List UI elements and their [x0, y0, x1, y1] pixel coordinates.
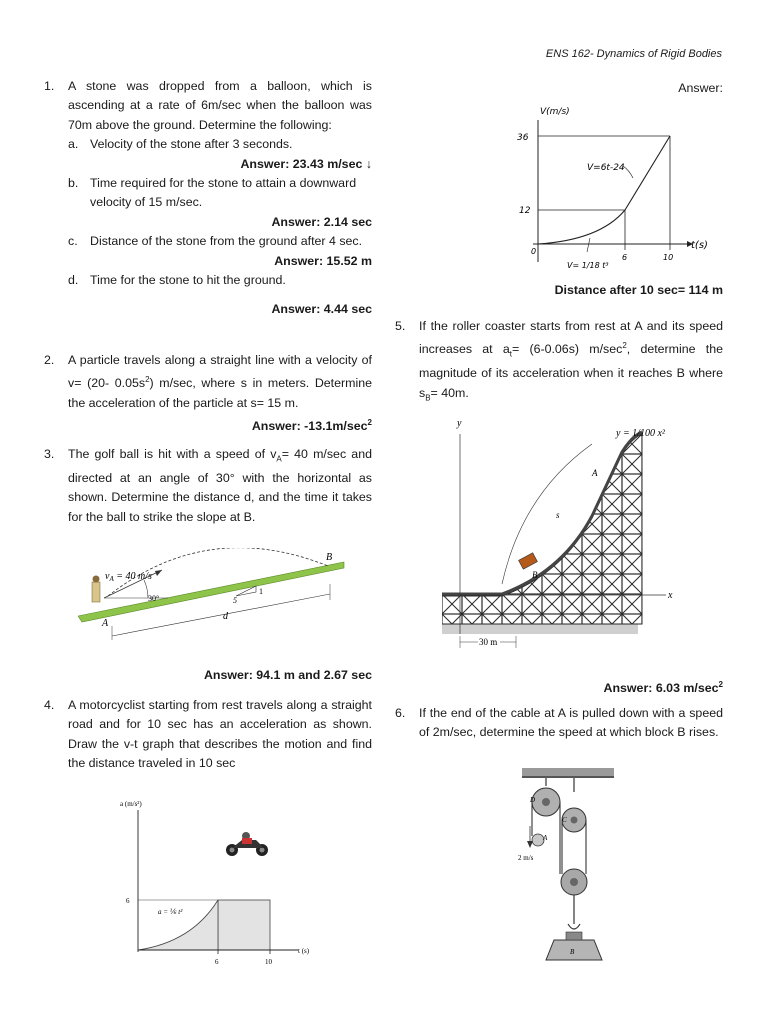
- problem-text: If the end of the cable at A is pulled down with a speed of 2m/sec, determine the speed at which block B rises.: [419, 706, 723, 740]
- problem-text: The golf ball is hit with a speed of $v_A= 40$ m/sec and directed at an angle of 30° with the horizontal as shown. Determine the distance d, and the time it takes for the ball to strike the slope at B.: [68, 447, 372, 524]
- answer: Answer: $-13.1m/\sec^2$: [251, 418, 372, 434]
- vt-y-axis-label: V(m/s): [540, 107, 570, 117]
- answer: Answer: 15.52 m: [274, 253, 372, 268]
- answer: Answer: 2.14 sec: [271, 214, 372, 229]
- coaster-point-a: A: [592, 468, 598, 478]
- sub-text: Time required for the stone to attain a downward velocity of 15 m/sec.: [90, 176, 357, 210]
- va-label: $v_A = 40$ m/s: [105, 571, 152, 583]
- sub-letter: c.: [68, 234, 78, 249]
- x-axis-label: t (s): [298, 947, 310, 955]
- problem-1: [44, 77, 372, 320]
- problem-number: 2.: [44, 353, 55, 367]
- problem-number: 4.: [44, 698, 55, 712]
- x-tick-10: 10: [265, 958, 272, 966]
- vt-x-tick-10: 10: [663, 253, 674, 262]
- pulley-d-label: D: [530, 796, 536, 804]
- x-tick-6: 6: [215, 958, 219, 966]
- block-b-label: B: [570, 948, 575, 956]
- angle-label: 30°: [148, 594, 160, 603]
- vt-answer-label: Answer:: [678, 81, 723, 95]
- pulley-system-figure: [508, 764, 628, 970]
- problem-4: [44, 696, 372, 774]
- sub-text: Velocity of the stone after 3 seconds.: [90, 137, 293, 152]
- motorcycle-icon: [222, 830, 272, 858]
- sub-text: Distance of the stone from the ground after 4 sec.: [90, 234, 363, 249]
- coaster-x-axis: x: [668, 590, 673, 601]
- vt-distance-answer: Distance after 10 sec= 114 m: [554, 283, 723, 297]
- problem-number: 1.: [44, 79, 55, 93]
- problem-number: 6.: [395, 706, 406, 720]
- problem-text: A stone was dropped from a balloon, which is ascending at a rate of 6m/sec when the balloon was 70m above the ground. Determine the following:: [68, 79, 372, 132]
- p5-answer: Answer: 6.03 $m/\sec^2$: [603, 680, 723, 696]
- point-a-label: A: [102, 618, 109, 629]
- distance-label: d: [223, 611, 228, 622]
- vt-x-tick-6: 6: [622, 253, 628, 262]
- golf-slope-figure: [78, 548, 346, 648]
- acceleration-equation: a = ⅙ t²: [158, 908, 183, 916]
- answer: Answer: 4.44 sec: [271, 302, 372, 317]
- sub-letter: d.: [68, 273, 79, 288]
- vt-y-tick-36: 36: [517, 133, 529, 143]
- problem-number: 3.: [44, 447, 55, 461]
- coaster-y-axis: y: [457, 418, 462, 429]
- problem-5: [395, 317, 723, 408]
- vt-y-tick-12: 12: [519, 206, 531, 216]
- problem-2: [44, 351, 372, 437]
- coaster-curve-equation: y = 1/100 x²: [616, 428, 665, 439]
- problem-number: 5.: [395, 319, 406, 333]
- problem-3: [44, 445, 372, 527]
- coaster-point-b: B: [532, 570, 538, 580]
- vt-x-axis-label: t(s): [691, 240, 708, 251]
- problem-6: [395, 704, 723, 743]
- vt-equation-cubic: V= 1/18 t³: [567, 261, 609, 270]
- slope-rise-label: 1: [259, 587, 263, 596]
- coaster-dimension: 30 m: [479, 637, 498, 647]
- sub-letter: b.: [68, 176, 79, 191]
- velocity-time-graph: [505, 100, 725, 280]
- vt-equation-linear: V=6t-24: [587, 163, 625, 173]
- p3-answer: Answer: 94.1 m and 2.67 sec: [203, 668, 372, 682]
- point-b-label: B: [326, 552, 333, 563]
- pulley-c-label: C: [562, 816, 567, 824]
- coaster-path-s: s: [556, 510, 560, 520]
- roller-coaster-figure: [442, 414, 692, 660]
- sub-letter: a.: [68, 137, 79, 152]
- y-axis-label: a (m/s²): [120, 800, 142, 808]
- vt-origin: 0: [531, 247, 537, 256]
- problem-text: A particle travels along a straight line with a velocity of v= (20- $0.05s^2$) m/sec, where s in meters. Determine the acceleration of the particle at s= 15 m.: [68, 353, 372, 410]
- acceleration-graph: [112, 792, 322, 967]
- problem-text: A motorcyclist starting from rest travels along a straight road and for 10 sec has an acceleration as shown. Draw the v-t graph that describes the motion and find the distance traveled in 10 sec: [68, 698, 372, 771]
- slope-run-label: 5: [233, 596, 237, 605]
- cable-end-a-label: A: [543, 834, 548, 842]
- y-tick-6: 6: [126, 897, 130, 905]
- sub-text: Time for the stone to hit the ground.: [90, 273, 286, 288]
- course-header: ENS 162- Dynamics of Rigid Bodies: [545, 48, 722, 60]
- problem-text: If the roller coaster starts from rest at A and its speed increases at $a_t= (6-0.06s)$ $m/\sec^2$, determine the magnitude of its acceleration when it reaches B where $s_B= 40m$.: [419, 319, 724, 403]
- answer: Answer: 23.43 m/sec ↓: [240, 156, 372, 171]
- cable-speed-label: 2 m/s: [518, 854, 534, 862]
